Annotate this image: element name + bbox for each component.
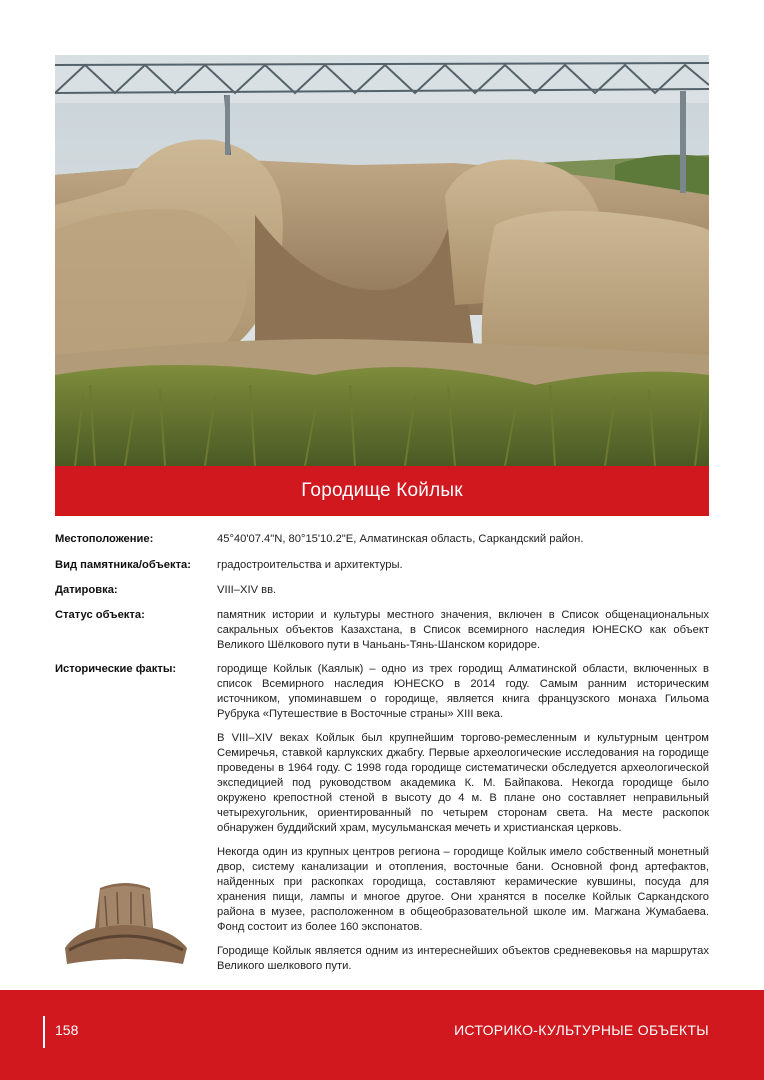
page-number: 158 [55,1022,79,1038]
info-value: градостроительства и архитектуры. [217,559,403,571]
info-value: VIII–XIV вв. [217,584,277,596]
fact-paragraph: Городище Койлык является одним из интереснейших объектов средневековья на маршрутах Великого шелкового пути. [217,945,709,972]
site-photo [55,55,709,466]
info-label: Вид памятника/объекта: [55,559,191,571]
facts-text [217,662,709,983]
ceramic-artifact-icon [55,878,195,968]
info-label: Датировка: [55,584,118,596]
fact-paragraph: Некогда один из крупных центров региона – городище Койлык имело собственный монетный двор, систему канализации и отопления, восточные бани. Основной фонд артефактов, найденных при раскопках городища, составляют керамические кувшины, посуда для хранения пищи, лампы и многое другое. Они хранятся в поселке Койлык Саркандского района в музее, расположенном в общеобразовательной школе им. Магжана Жумабаева. Фонд состоит из более 160 экспонатов. [217,846,709,933]
page-footer [0,990,764,1080]
footer-divider [43,1016,45,1048]
info-label: Статус объекта: [55,609,145,621]
artifact-image [55,878,195,968]
info-label: Местоположение: [55,533,154,545]
info-label: Исторические факты: [55,663,177,675]
fact-paragraph: городище Койлык (Каялык) – одно из трех городищ Алматинской области, включенных в список Всемирного наследия ЮНЕСКО в 2014 году. Самым ранним историческим источником, упоминавшем о городище, является книга французского монаха Гильома Рубрука «Путешествие в Восточные страны» XIII века. [217,663,709,720]
page-title: Городище Койлык [301,480,463,501]
section-title: ИСТОРИКО-КУЛЬТУРНЫЕ ОБЪЕКТЫ [454,1022,709,1038]
info-value: 45°40'07.4"N, 80°15'10.2"E, Алматинская область, Саркандский район. [217,533,584,545]
ruins-illustration [55,55,709,466]
fact-paragraph: В VIII–XIV веках Койлык был крупнейшим торгово-ремесленным и культурным центром Семиречья, ставкой карлукских джабгу. Первые археологические исследования на городище проведены в 1964 году. С 1998 года городище систематически обследуется археологической экспедицией под руководством академика К. М. Байпакова. Некогда городище было окружено крепостной стеной в высоту до 4 м. В плане оно составляет неправильный четырехугольник, ориентированный по четырем сторонам света. На месте раскопок обнаружен буддийский храм, мусульманская мечеть и христианская церковь. [217,732,709,834]
info-value: памятник истории и культуры местного значения, включен в Список общенациональных сакральных объектов Казахстана, в Список всемирного наследия ЮНЕСКО как объект Великого Шёлкового пути в Чаньань-Тянь-Шанском коридоре. [217,609,709,651]
page-title-band [55,466,709,516]
